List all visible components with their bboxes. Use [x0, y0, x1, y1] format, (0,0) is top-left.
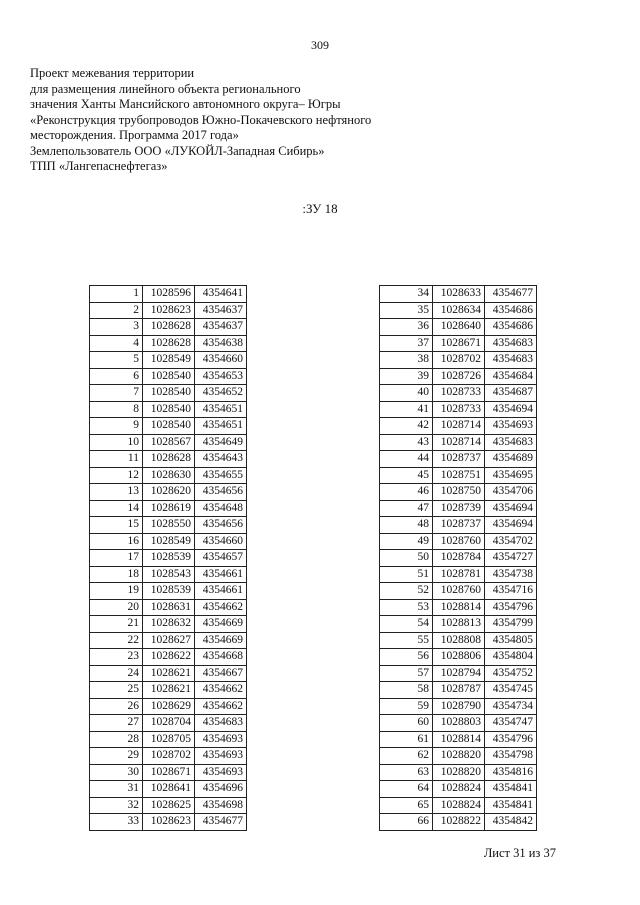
table-row	[380, 286, 537, 303]
point-number-cell: 35	[380, 302, 433, 319]
table-row	[90, 484, 247, 501]
y-coordinate-cell: 4354702	[485, 533, 537, 550]
x-coordinate-cell: 1028623	[143, 302, 195, 319]
y-coordinate-cell: 4354693	[195, 748, 247, 765]
y-coordinate-cell: 4354738	[485, 566, 537, 583]
point-number-cell: 46	[380, 484, 433, 501]
x-coordinate-cell: 1028620	[143, 484, 195, 501]
y-coordinate-cell: 4354684	[485, 368, 537, 385]
plot-label: :ЗУ 18	[302, 201, 338, 216]
y-coordinate-cell: 4354683	[485, 352, 537, 369]
point-number-cell: 64	[380, 781, 433, 798]
table-row	[380, 665, 537, 682]
x-coordinate-cell: 1028737	[433, 517, 485, 534]
table-row	[90, 352, 247, 369]
point-number-cell: 37	[380, 335, 433, 352]
document-header	[30, 66, 430, 175]
point-number-cell: 29	[90, 748, 143, 765]
x-coordinate-cell: 1028540	[143, 368, 195, 385]
x-coordinate-cell: 1028596	[143, 286, 195, 303]
point-number-cell: 15	[90, 517, 143, 534]
table-row	[380, 748, 537, 765]
point-number-cell: 61	[380, 731, 433, 748]
y-coordinate-cell: 4354804	[485, 649, 537, 666]
x-coordinate-cell: 1028540	[143, 385, 195, 402]
table-row	[90, 814, 247, 831]
x-coordinate-cell: 1028714	[433, 434, 485, 451]
table-row	[90, 731, 247, 748]
y-coordinate-cell: 4354641	[195, 286, 247, 303]
point-number-cell: 7	[90, 385, 143, 402]
point-number-cell: 34	[380, 286, 433, 303]
x-coordinate-cell: 1028820	[433, 748, 485, 765]
x-coordinate-cell: 1028726	[433, 368, 485, 385]
y-coordinate-cell: 4354677	[485, 286, 537, 303]
header-line: для размещения линейного объекта регионального	[30, 81, 301, 96]
y-coordinate-cell: 4354727	[485, 550, 537, 567]
y-coordinate-cell: 4354655	[195, 467, 247, 484]
point-number-cell: 14	[90, 500, 143, 517]
y-coordinate-cell: 4354651	[195, 418, 247, 435]
y-coordinate-cell: 4354667	[195, 665, 247, 682]
x-coordinate-cell: 1028814	[433, 731, 485, 748]
x-coordinate-cell: 1028824	[433, 781, 485, 798]
y-coordinate-cell: 4354694	[485, 517, 537, 534]
table-row	[90, 748, 247, 765]
point-number-cell: 20	[90, 599, 143, 616]
x-coordinate-cell: 1028824	[433, 797, 485, 814]
header-line: ТПП «Лангепаснефтегаз»	[30, 159, 168, 173]
table-row	[380, 583, 537, 600]
table-row	[380, 484, 537, 501]
x-coordinate-cell: 1028702	[433, 352, 485, 369]
table-row	[380, 467, 537, 484]
x-coordinate-cell: 1028628	[143, 319, 195, 336]
point-number-cell: 66	[380, 814, 433, 831]
point-number-cell: 59	[380, 698, 433, 715]
y-coordinate-cell: 4354683	[485, 335, 537, 352]
y-coordinate-cell: 4354816	[485, 764, 537, 781]
y-coordinate-cell: 4354660	[195, 533, 247, 550]
point-number-cell: 28	[90, 731, 143, 748]
point-number-cell: 2	[90, 302, 143, 319]
table-row	[90, 616, 247, 633]
table-row	[380, 814, 537, 831]
table-row	[380, 533, 537, 550]
y-coordinate-cell: 4354661	[195, 566, 247, 583]
point-number-cell: 49	[380, 533, 433, 550]
x-coordinate-cell: 1028671	[433, 335, 485, 352]
x-coordinate-cell: 1028625	[143, 797, 195, 814]
y-coordinate-cell: 4354683	[195, 715, 247, 732]
table-row	[380, 566, 537, 583]
point-number-cell: 63	[380, 764, 433, 781]
table-row	[380, 698, 537, 715]
x-coordinate-cell: 1028702	[143, 748, 195, 765]
x-coordinate-cell: 1028550	[143, 517, 195, 534]
point-number-cell: 18	[90, 566, 143, 583]
header-line: Землепользователь ООО «ЛУКОЙЛ-Западная Сибирь»	[30, 143, 325, 158]
table-row	[380, 781, 537, 798]
table-row	[380, 401, 537, 418]
y-coordinate-cell: 4354637	[195, 319, 247, 336]
y-coordinate-cell: 4354683	[485, 434, 537, 451]
table-row	[380, 434, 537, 451]
x-coordinate-cell: 1028739	[433, 500, 485, 517]
y-coordinate-cell: 4354689	[485, 451, 537, 468]
y-coordinate-cell: 4354686	[485, 302, 537, 319]
x-coordinate-cell: 1028787	[433, 682, 485, 699]
x-coordinate-cell: 1028623	[143, 814, 195, 831]
point-number-cell: 42	[380, 418, 433, 435]
x-coordinate-cell: 1028549	[143, 533, 195, 550]
point-number-cell: 62	[380, 748, 433, 765]
point-number-cell: 26	[90, 698, 143, 715]
table-row	[90, 599, 247, 616]
table-row	[90, 467, 247, 484]
x-coordinate-cell: 1028733	[433, 401, 485, 418]
table-row	[90, 665, 247, 682]
point-number-cell: 32	[90, 797, 143, 814]
point-number-cell: 27	[90, 715, 143, 732]
y-coordinate-cell: 4354662	[195, 682, 247, 699]
point-number-cell: 12	[90, 467, 143, 484]
point-number-cell: 65	[380, 797, 433, 814]
point-number-cell: 16	[90, 533, 143, 550]
x-coordinate-cell: 1028627	[143, 632, 195, 649]
x-coordinate-cell: 1028632	[143, 616, 195, 633]
x-coordinate-cell: 1028629	[143, 698, 195, 715]
y-coordinate-cell: 4354747	[485, 715, 537, 732]
x-coordinate-cell: 1028750	[433, 484, 485, 501]
table-row	[380, 649, 537, 666]
x-coordinate-cell: 1028630	[143, 467, 195, 484]
point-number-cell: 53	[380, 599, 433, 616]
table-row	[90, 649, 247, 666]
x-coordinate-cell: 1028540	[143, 401, 195, 418]
point-number-cell: 45	[380, 467, 433, 484]
table-row	[380, 302, 537, 319]
table-row	[90, 500, 247, 517]
point-number-cell: 31	[90, 781, 143, 798]
table-row	[90, 781, 247, 798]
point-number-cell: 6	[90, 368, 143, 385]
table-row	[380, 715, 537, 732]
point-number-cell: 21	[90, 616, 143, 633]
y-coordinate-cell: 4354693	[195, 764, 247, 781]
table-row	[380, 682, 537, 699]
y-coordinate-cell: 4354798	[485, 748, 537, 765]
x-coordinate-cell: 1028641	[143, 781, 195, 798]
point-number-cell: 44	[380, 451, 433, 468]
y-coordinate-cell: 4354652	[195, 385, 247, 402]
x-coordinate-cell: 1028794	[433, 665, 485, 682]
table-row	[90, 434, 247, 451]
table-row	[380, 418, 537, 435]
table-row	[90, 682, 247, 699]
header-line: значения Ханты Мансийского автономного округа– Югры	[30, 97, 341, 111]
y-coordinate-cell: 4354668	[195, 649, 247, 666]
point-number-cell: 43	[380, 434, 433, 451]
table-row	[380, 500, 537, 517]
coordinates-table-left	[89, 285, 247, 831]
point-number-cell: 40	[380, 385, 433, 402]
x-coordinate-cell: 1028549	[143, 352, 195, 369]
y-coordinate-cell: 4354648	[195, 500, 247, 517]
point-number-cell: 58	[380, 682, 433, 699]
table-row	[380, 368, 537, 385]
x-coordinate-cell: 1028634	[433, 302, 485, 319]
x-coordinate-cell: 1028737	[433, 451, 485, 468]
x-coordinate-cell: 1028808	[433, 632, 485, 649]
y-coordinate-cell: 4354653	[195, 368, 247, 385]
point-number-cell: 5	[90, 352, 143, 369]
table-row	[380, 352, 537, 369]
coordinates-table-right	[379, 285, 537, 831]
header-line: месторождения. Программа 2017 года»	[30, 128, 239, 142]
x-coordinate-cell: 1028705	[143, 731, 195, 748]
x-coordinate-cell: 1028539	[143, 550, 195, 567]
y-coordinate-cell: 4354669	[195, 632, 247, 649]
y-coordinate-cell: 4354799	[485, 616, 537, 633]
y-coordinate-cell: 4354656	[195, 484, 247, 501]
x-coordinate-cell: 1028621	[143, 665, 195, 682]
table-row	[90, 517, 247, 534]
y-coordinate-cell: 4354693	[195, 731, 247, 748]
point-number-cell: 36	[380, 319, 433, 336]
x-coordinate-cell: 1028714	[433, 418, 485, 435]
y-coordinate-cell: 4354805	[485, 632, 537, 649]
table-row	[380, 451, 537, 468]
sheet-counter: Лист 31 из 37	[483, 846, 556, 860]
point-number-cell: 13	[90, 484, 143, 501]
point-number-cell: 23	[90, 649, 143, 666]
y-coordinate-cell: 4354745	[485, 682, 537, 699]
x-coordinate-cell: 1028628	[143, 335, 195, 352]
point-number-cell: 54	[380, 616, 433, 633]
y-coordinate-cell: 4354796	[485, 599, 537, 616]
point-number-cell: 56	[380, 649, 433, 666]
y-coordinate-cell: 4354677	[195, 814, 247, 831]
x-coordinate-cell: 1028543	[143, 566, 195, 583]
point-number-cell: 33	[90, 814, 143, 831]
point-number-cell: 47	[380, 500, 433, 517]
table-row	[90, 550, 247, 567]
x-coordinate-cell: 1028621	[143, 682, 195, 699]
y-coordinate-cell: 4354651	[195, 401, 247, 418]
table-row	[90, 335, 247, 352]
table-row	[90, 451, 247, 468]
point-number-cell: 8	[90, 401, 143, 418]
table-row	[90, 632, 247, 649]
point-number-cell: 38	[380, 352, 433, 369]
x-coordinate-cell: 1028760	[433, 583, 485, 600]
y-coordinate-cell: 4354643	[195, 451, 247, 468]
y-coordinate-cell: 4354752	[485, 665, 537, 682]
x-coordinate-cell: 1028790	[433, 698, 485, 715]
table-row	[90, 302, 247, 319]
y-coordinate-cell: 4354656	[195, 517, 247, 534]
y-coordinate-cell: 4354796	[485, 731, 537, 748]
point-number-cell: 19	[90, 583, 143, 600]
y-coordinate-cell: 4354841	[485, 797, 537, 814]
x-coordinate-cell: 1028628	[143, 451, 195, 468]
x-coordinate-cell: 1028760	[433, 533, 485, 550]
table-row	[90, 566, 247, 583]
x-coordinate-cell: 1028820	[433, 764, 485, 781]
x-coordinate-cell: 1028539	[143, 583, 195, 600]
x-coordinate-cell: 1028784	[433, 550, 485, 567]
table-row	[90, 583, 247, 600]
point-number-cell: 41	[380, 401, 433, 418]
y-coordinate-cell: 4354637	[195, 302, 247, 319]
y-coordinate-cell: 4354706	[485, 484, 537, 501]
table-row	[90, 319, 247, 336]
x-coordinate-cell: 1028640	[433, 319, 485, 336]
y-coordinate-cell: 4354687	[485, 385, 537, 402]
y-coordinate-cell: 4354649	[195, 434, 247, 451]
table-row	[380, 335, 537, 352]
y-coordinate-cell: 4354661	[195, 583, 247, 600]
x-coordinate-cell: 1028781	[433, 566, 485, 583]
y-coordinate-cell: 4354694	[485, 500, 537, 517]
table-row	[380, 632, 537, 649]
y-coordinate-cell: 4354686	[485, 319, 537, 336]
table-row	[90, 698, 247, 715]
point-number-cell: 60	[380, 715, 433, 732]
table-row	[380, 550, 537, 567]
y-coordinate-cell: 4354842	[485, 814, 537, 831]
point-number-cell: 9	[90, 418, 143, 435]
table-row	[90, 368, 247, 385]
y-coordinate-cell: 4354695	[485, 467, 537, 484]
point-number-cell: 57	[380, 665, 433, 682]
point-number-cell: 1	[90, 286, 143, 303]
point-number-cell: 50	[380, 550, 433, 567]
page-number: 309	[311, 38, 329, 52]
table-row	[380, 797, 537, 814]
table-row	[380, 385, 537, 402]
y-coordinate-cell: 4354694	[485, 401, 537, 418]
x-coordinate-cell: 1028631	[143, 599, 195, 616]
x-coordinate-cell: 1028822	[433, 814, 485, 831]
y-coordinate-cell: 4354662	[195, 599, 247, 616]
point-number-cell: 30	[90, 764, 143, 781]
x-coordinate-cell: 1028813	[433, 616, 485, 633]
x-coordinate-cell: 1028806	[433, 649, 485, 666]
x-coordinate-cell: 1028803	[433, 715, 485, 732]
y-coordinate-cell: 4354662	[195, 698, 247, 715]
point-number-cell: 25	[90, 682, 143, 699]
point-number-cell: 10	[90, 434, 143, 451]
y-coordinate-cell: 4354660	[195, 352, 247, 369]
y-coordinate-cell: 4354696	[195, 781, 247, 798]
x-coordinate-cell: 1028671	[143, 764, 195, 781]
x-coordinate-cell: 1028540	[143, 418, 195, 435]
point-number-cell: 17	[90, 550, 143, 567]
x-coordinate-cell: 1028622	[143, 649, 195, 666]
table-row	[380, 764, 537, 781]
table-row	[90, 533, 247, 550]
x-coordinate-cell: 1028751	[433, 467, 485, 484]
table-row	[380, 319, 537, 336]
x-coordinate-cell: 1028704	[143, 715, 195, 732]
point-number-cell: 22	[90, 632, 143, 649]
header-line: «Реконструкция трубопроводов Южно-Покачевского нефтяного	[30, 112, 372, 127]
x-coordinate-cell: 1028619	[143, 500, 195, 517]
x-coordinate-cell: 1028733	[433, 385, 485, 402]
y-coordinate-cell: 4354657	[195, 550, 247, 567]
header-line: Проект межевания территории	[30, 66, 195, 80]
table-row	[90, 715, 247, 732]
point-number-cell: 55	[380, 632, 433, 649]
point-number-cell: 11	[90, 451, 143, 468]
x-coordinate-cell: 1028633	[433, 286, 485, 303]
table-row	[380, 616, 537, 633]
point-number-cell: 4	[90, 335, 143, 352]
table-row	[90, 764, 247, 781]
point-number-cell: 39	[380, 368, 433, 385]
table-row	[90, 797, 247, 814]
table-row	[90, 385, 247, 402]
point-number-cell: 24	[90, 665, 143, 682]
y-coordinate-cell: 4354716	[485, 583, 537, 600]
point-number-cell: 48	[380, 517, 433, 534]
x-coordinate-cell: 1028567	[143, 434, 195, 451]
y-coordinate-cell: 4354669	[195, 616, 247, 633]
point-number-cell: 52	[380, 583, 433, 600]
point-number-cell: 51	[380, 566, 433, 583]
table-row	[90, 418, 247, 435]
y-coordinate-cell: 4354698	[195, 797, 247, 814]
table-row	[380, 599, 537, 616]
point-number-cell: 3	[90, 319, 143, 336]
y-coordinate-cell: 4354841	[485, 781, 537, 798]
table-row	[90, 401, 247, 418]
table-row	[380, 731, 537, 748]
table-row	[90, 286, 247, 303]
y-coordinate-cell: 4354693	[485, 418, 537, 435]
x-coordinate-cell: 1028814	[433, 599, 485, 616]
y-coordinate-cell: 4354638	[195, 335, 247, 352]
table-row	[380, 517, 537, 534]
y-coordinate-cell: 4354734	[485, 698, 537, 715]
